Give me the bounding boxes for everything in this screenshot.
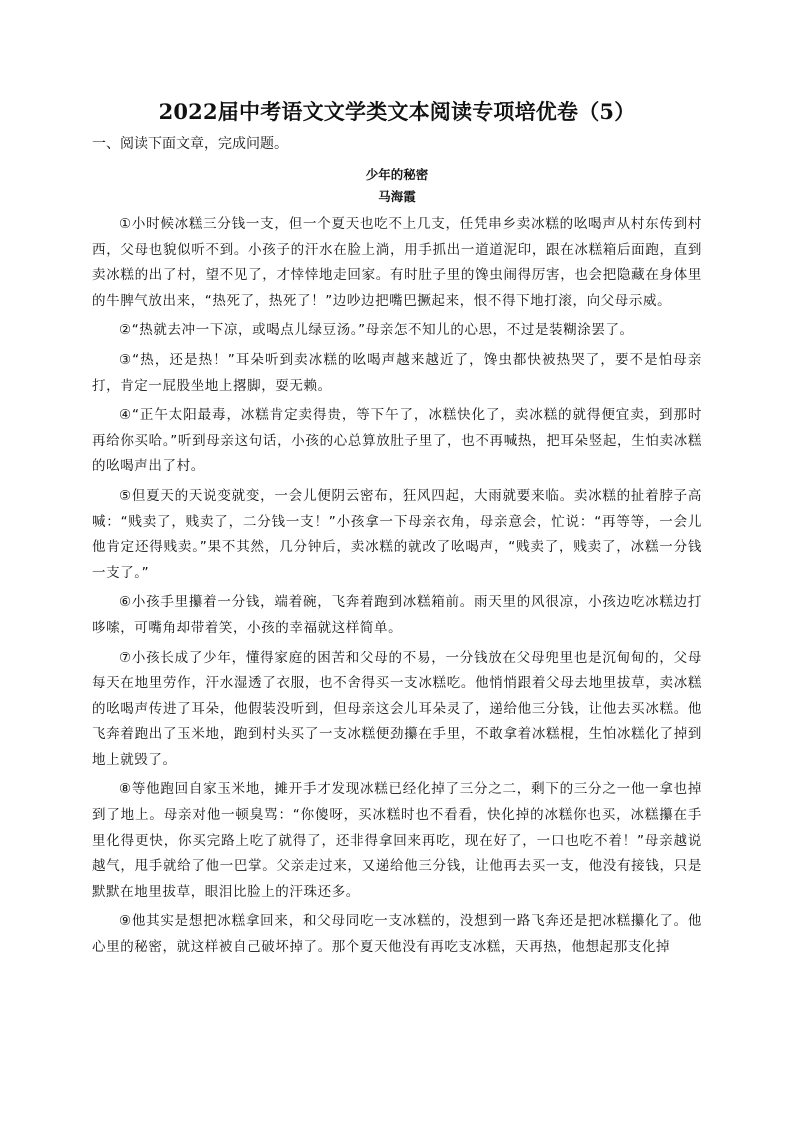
- paragraph-5: ⑤但夏天的天说变就变，一会儿便阴云密布，狂风四起，大雨就要来临。卖冰糕的扯着脖子高喊：“贱卖了，贱卖了，二分钱一支！”小孩拿一下母亲衣角，母亲意会，忙说：“再等等，一会儿他肯定还得贱卖。”果不其然，几分钟后，卖冰糕的就改了吆喝声，“贱卖了，贱卖了，冰糕一分钱一支了。”: [92, 487, 702, 581]
- paragraph-2: ②“热就去冲一下凉，或喝点儿绿豆汤。”母亲怎不知儿的心思，不过是装糊涂罢了。: [119, 322, 634, 339]
- paragraph-8: ⑧等他跑回自家玉米地，摊开手才发现冰糕已经化掉了三分之二，剩下的三分之一他一拿也掉到了地上。母亲对他一顿臭骂：“你傻呀，买冰糕时也不看看，快化掉的冰糕你也买，冰糕攥在手里化得更快，你买完路上吃了就得了，还非得拿回来再吃，现在好了，一口也吃不着！”母亲越说越气，甩手就给了他一巴掌。父亲走过来，又递给他三分钱，让他再去买一支，他没有接钱，只是默默在地里拔草，眼泪比脸上的汗珠还多。: [92, 781, 702, 900]
- section-heading: 一、阅读下面文章，完成问题。: [92, 136, 288, 152]
- article-author: 马海霞: [378, 189, 416, 204]
- paragraph-4: ④“正午太阳最毒，冰糕肯定卖得贵，等下午了，冰糕快化了，卖冰糕的就得便宜卖，到那时再给你买哈。”听到母亲这句话，小孩的心总算放肚子里了，也不再喊热，把耳朵竖起，生怕卖冰糕的吆喝声出了村。: [92, 407, 702, 475]
- paragraph-6: ⑥小孩手里攥着一分钱，端着碗，飞奔着跑到冰糕箱前。雨天里的风很凉，小孩边吃冰糕边打哆嗦，可嘴角却带着笑，小孩的幸福就这样简单。: [92, 594, 702, 636]
- paragraph-3: ③“热，还是热！”耳朵听到卖冰糕的吆喝声越来越近了，馋虫都快被热哭了，要不是怕母亲打，肯定一屁股坐地上撂脚，耍无赖。: [92, 351, 702, 394]
- document-title: 2022届中考语文文学类文本阅读专项培优卷（5）: [158, 99, 636, 124]
- article-title: 少年的秘密: [365, 167, 429, 182]
- paragraph-1: ①小时候冰糕三分钱一支，但一个夏天也吃不上几支，任凭串乡卖冰糕的吆喝声从村东传到村西，父母也貌似听不到。小孩子的汗水在脸上淌，用手抓出一道道泥印，跟在冰糕箱后面跑，直到卖冰糕的出了村，望不见了，才悻悻地走回家。有时肚子里的馋虫闹得厉害，也会把隐藏在身体里的牛脾气放出来，“热死了，热死了！”边吵边把嘴巴撅起来，恨不得下地打滚，向父母示威。: [92, 216, 702, 309]
- paragraph-7: ⑦小孩长成了少年，懂得家庭的困苦和父母的不易，一分钱放在父母兜里也是沉甸甸的，父母每天在地里劳作，汗水湿透了衣服，也不舍得买一支冰糕吃。他悄悄跟着父母去地里拔草，卖冰糕的吆喝声传进了耳朵，他假装没听到，但母亲这会儿耳朵灵了，递给他三分钱，让他去买冰糕。他飞奔着跑出了玉米地，跑到村头买了一支冰糕便劲攥在手里，不敢拿着冰糕棍，生怕冰糕化了掉到地上就毁了。: [92, 649, 702, 768]
- paragraph-9: ⑨他其实是想把冰糕拿回来，和父母同吃一支冰糕的，没想到一路飞奔还是把冰糕攥化了。他心里的秘密，就这样被自己破坏掉了。那个夏天他没有再吃支冰糕，天再热，他想起那支化掉: [92, 913, 702, 956]
